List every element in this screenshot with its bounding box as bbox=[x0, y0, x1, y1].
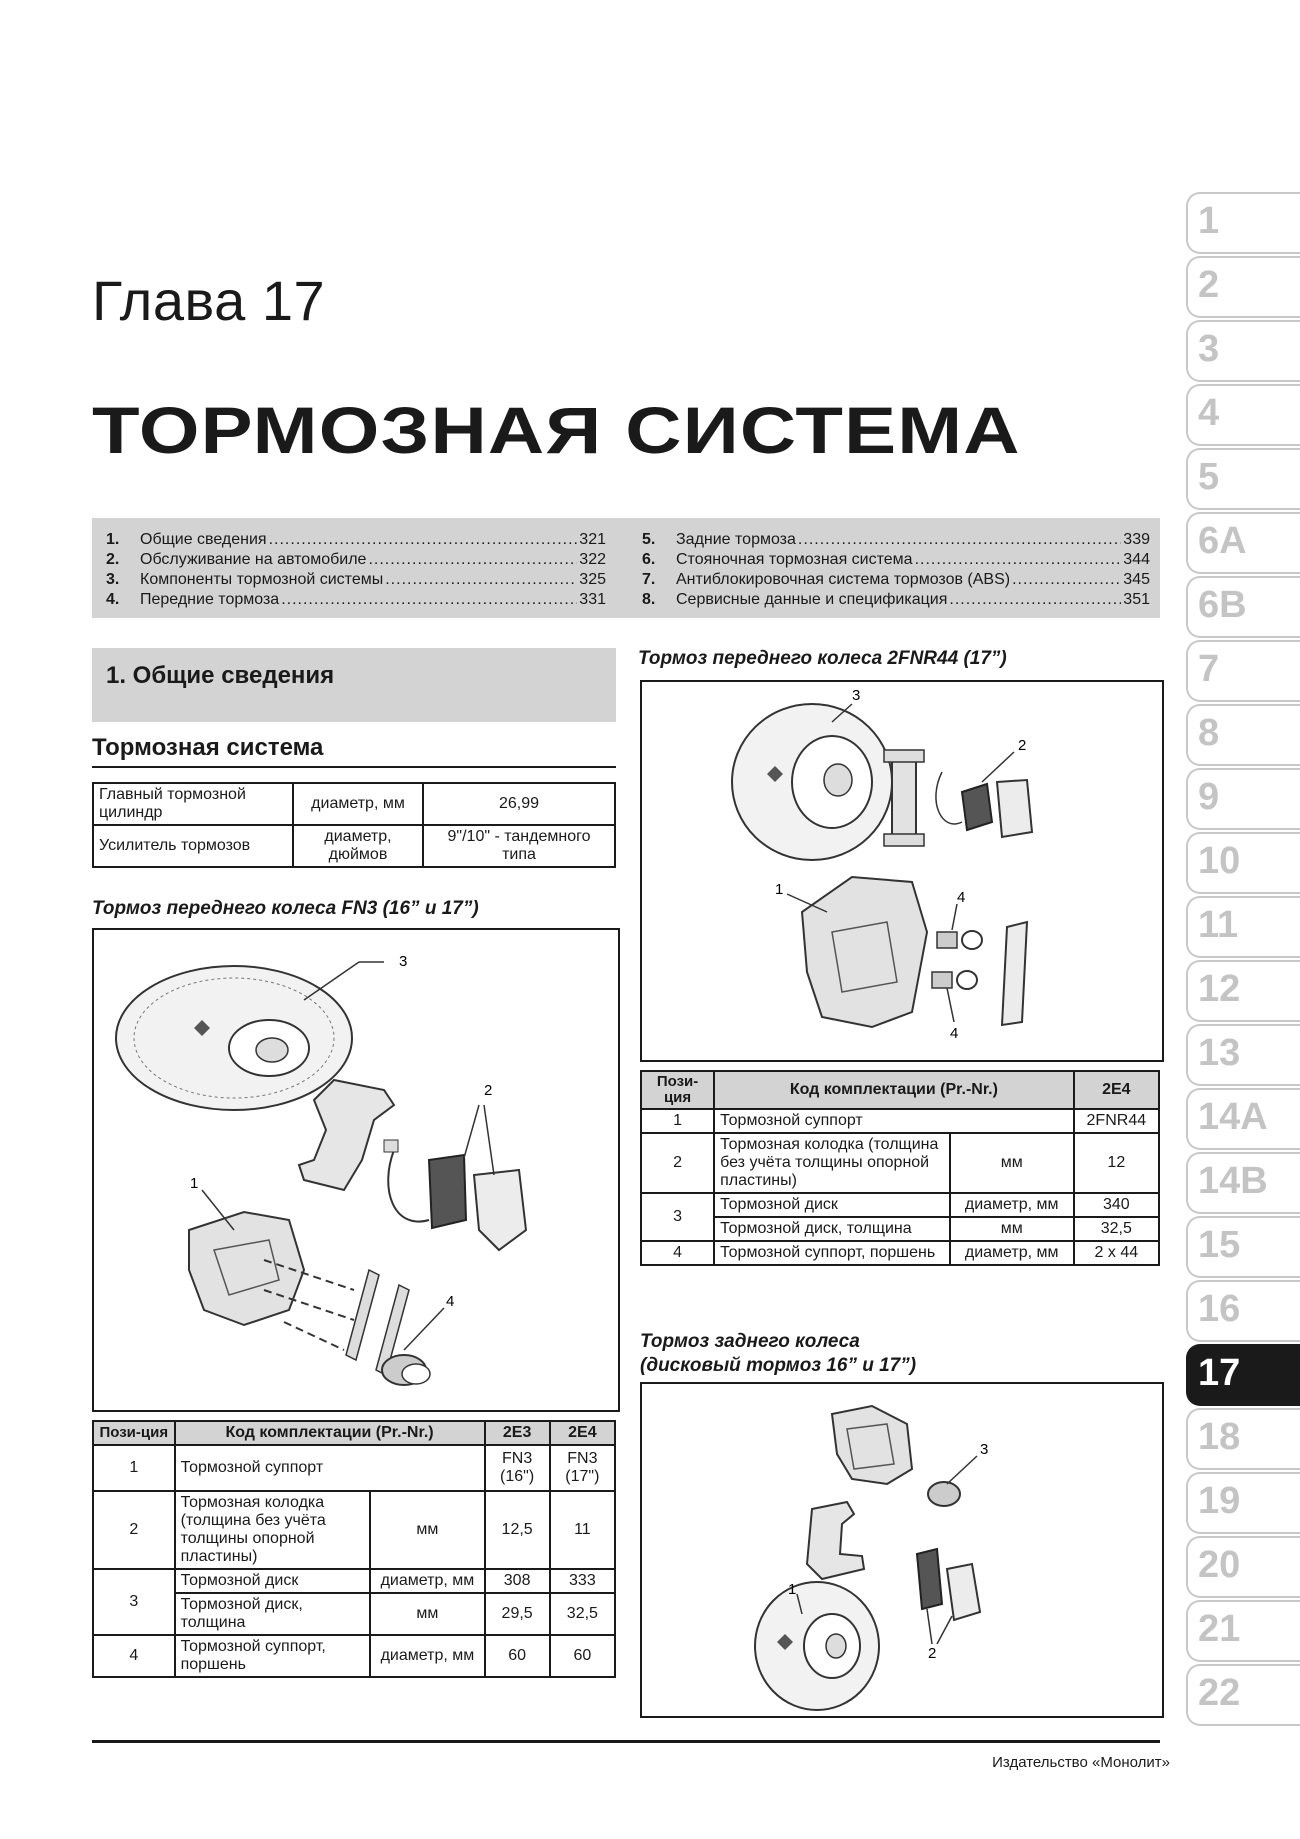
table-cell: 26,99 bbox=[423, 783, 615, 825]
toc-item[interactable] bbox=[106, 570, 606, 590]
table-cell: Тормозной суппорт bbox=[714, 1109, 1074, 1133]
chapter-tab-label: 8 bbox=[1198, 712, 1220, 754]
chapter-tab-12[interactable] bbox=[1186, 960, 1300, 1022]
table-cell: мм bbox=[370, 1593, 484, 1635]
chapter-tab-label: 1 bbox=[1198, 200, 1220, 242]
table-cell: диаметр, мм bbox=[370, 1635, 484, 1677]
fn3-spec-table bbox=[92, 1420, 616, 1678]
table-cell: 11 bbox=[550, 1491, 615, 1569]
chapter-tab-14b[interactable] bbox=[1186, 1152, 1300, 1214]
chapter-tab-label: 7 bbox=[1198, 648, 1220, 690]
chapter-tab-5[interactable] bbox=[1186, 448, 1300, 510]
chapter-tab-6b[interactable] bbox=[1186, 576, 1300, 638]
table-row bbox=[641, 1241, 1159, 1265]
toc-page: 331 bbox=[579, 591, 606, 608]
callout-label: 4 bbox=[957, 889, 966, 906]
callout-label: 2 bbox=[928, 1645, 937, 1662]
table-cell: 333 bbox=[550, 1569, 615, 1593]
chapter-tab-label: 15 bbox=[1198, 1224, 1241, 1266]
brake-system-heading: Тормозная система bbox=[92, 734, 324, 761]
table-cell: 3 bbox=[93, 1569, 175, 1635]
table-cell: 12 bbox=[1074, 1133, 1159, 1193]
heading-rule bbox=[92, 766, 616, 768]
chapter-tab-7[interactable] bbox=[1186, 640, 1300, 702]
toc-page: 321 bbox=[579, 531, 606, 548]
table-cell: 2 bbox=[641, 1133, 714, 1193]
chapter-tab-4[interactable] bbox=[1186, 384, 1300, 446]
table-cell: Тормозной диск, толщина bbox=[714, 1217, 950, 1241]
chapter-tab-21[interactable] bbox=[1186, 1600, 1300, 1662]
toc-item[interactable] bbox=[642, 570, 1150, 590]
chapter-tab-20[interactable] bbox=[1186, 1536, 1300, 1598]
table-cell: 60 bbox=[550, 1635, 615, 1677]
table-row bbox=[93, 1491, 615, 1569]
table-cell: 29,5 bbox=[485, 1593, 550, 1635]
table-row bbox=[641, 1193, 1159, 1217]
chapter-tab-3[interactable] bbox=[1186, 320, 1300, 382]
toc-text: Передние тормоза bbox=[140, 591, 280, 608]
section-title: 1. Общие сведения bbox=[106, 662, 335, 689]
table-cell: Тормозной суппорт bbox=[175, 1445, 485, 1491]
toc-num: 2. bbox=[106, 551, 120, 568]
header-2e3: 2E3 bbox=[485, 1421, 550, 1445]
toc-num: 4. bbox=[106, 591, 120, 608]
toc-text: Стояночная тормозная система bbox=[676, 551, 913, 568]
table-cell: 3 bbox=[641, 1193, 714, 1241]
table-cell: Тормозная колодка (толщина без учёта толщины опорной пластины) bbox=[714, 1133, 950, 1193]
chapter-tab-label: 20 bbox=[1198, 1544, 1241, 1586]
header-code: Код комплектации (Pr.-Nr.) bbox=[175, 1421, 485, 1445]
table-header-row bbox=[641, 1071, 1159, 1109]
chapter-tab-label: 6A bbox=[1198, 520, 1247, 562]
toc-item[interactable] bbox=[106, 550, 606, 570]
toc-text: Обслуживание на автомобиле bbox=[140, 551, 367, 568]
table-of-contents bbox=[92, 518, 1160, 618]
table-row bbox=[93, 1445, 615, 1491]
table-cell: диаметр, мм bbox=[293, 783, 423, 825]
table-cell: FN3 (17") bbox=[550, 1445, 615, 1491]
toc-num: 5. bbox=[642, 531, 656, 548]
toc-text: Сервисные данные и спецификация bbox=[676, 591, 948, 608]
callout-label: 1 bbox=[775, 881, 784, 898]
callout-label: 2 bbox=[1018, 737, 1027, 754]
callout-label: 1 bbox=[190, 1175, 199, 1192]
table-cell: мм bbox=[950, 1217, 1074, 1241]
chapter-tab-label: 5 bbox=[1198, 456, 1220, 498]
table-header-row bbox=[93, 1421, 615, 1445]
toc-page: 325 bbox=[579, 571, 606, 588]
callout-label: 3 bbox=[980, 1441, 989, 1458]
callout-label: 4 bbox=[446, 1293, 455, 1310]
toc-leader bbox=[368, 550, 577, 570]
toc-page: 345 bbox=[1123, 571, 1150, 588]
header-2e4: 2E4 bbox=[550, 1421, 615, 1445]
brake-2fnr44-illustration bbox=[642, 682, 1162, 1060]
chapter-tab-label: 17 bbox=[1198, 1352, 1241, 1394]
chapter-tab-19[interactable] bbox=[1186, 1472, 1300, 1534]
toc-leader bbox=[798, 530, 1121, 550]
chapter-tab-9[interactable] bbox=[1186, 768, 1300, 830]
chapter-label: Глава 17 bbox=[92, 269, 326, 332]
table-row bbox=[93, 1569, 615, 1593]
table-cell: Тормозная колодка (толщина без учёта толщины опорной пластины) bbox=[175, 1491, 371, 1569]
table-cell: Тормозной суппорт, поршень bbox=[175, 1635, 371, 1677]
chapter-tab-label: 4 bbox=[1198, 392, 1220, 434]
toc-page: 339 bbox=[1123, 531, 1150, 548]
2fnr44-spec-table bbox=[640, 1070, 1160, 1266]
toc-num: 3. bbox=[106, 571, 120, 588]
figure-2fnr44 bbox=[640, 680, 1164, 1062]
header-position: Пози-ция bbox=[641, 1071, 714, 1109]
toc-leader bbox=[915, 550, 1122, 570]
toc-item[interactable] bbox=[106, 530, 606, 550]
toc-num: 6. bbox=[642, 551, 656, 568]
table-cell: 2FNR44 bbox=[1074, 1109, 1159, 1133]
toc-num: 8. bbox=[642, 591, 656, 608]
toc-leader bbox=[385, 570, 577, 590]
table-row bbox=[641, 1217, 1159, 1241]
chapter-tab-11[interactable] bbox=[1186, 896, 1300, 958]
table-cell: 2 bbox=[93, 1491, 175, 1569]
table-cell: диаметр, дюймов bbox=[293, 825, 423, 867]
toc-item[interactable] bbox=[106, 590, 606, 610]
toc-text: Компоненты тормозной системы bbox=[140, 571, 384, 588]
caption-line: Тормоз заднего колеса bbox=[640, 1331, 860, 1352]
chapter-tab-label: 14A bbox=[1198, 1096, 1268, 1138]
figure-rear bbox=[640, 1382, 1164, 1718]
chapter-tab-label: 14B bbox=[1198, 1160, 1268, 1202]
toc-leader bbox=[949, 590, 1121, 610]
chapter-tab-label: 2 bbox=[1198, 264, 1220, 306]
callout-label: 1 bbox=[788, 1581, 797, 1598]
figure-caption-2fnr44: Тормоз переднего колеса 2FNR44 (17”) bbox=[638, 648, 1007, 669]
brake-rear-illustration bbox=[642, 1384, 1162, 1716]
table-row bbox=[641, 1133, 1159, 1193]
table-row bbox=[93, 825, 615, 867]
toc-text: Общие сведения bbox=[140, 531, 267, 548]
table-cell: Тормозной суппорт, поршень bbox=[714, 1241, 950, 1265]
figure-fn3 bbox=[92, 928, 620, 1412]
table-cell: диаметр, мм bbox=[950, 1241, 1074, 1265]
table-cell: Тормозной диск, толщина bbox=[175, 1593, 371, 1635]
table-row bbox=[641, 1109, 1159, 1133]
table-cell: 60 bbox=[485, 1635, 550, 1677]
section-heading-box bbox=[92, 648, 616, 722]
table-cell: Усилитель тормозов bbox=[93, 825, 293, 867]
table-cell: 9"/10" - тандемного типа bbox=[423, 825, 615, 867]
chapter-tab-label: 11 bbox=[1198, 904, 1239, 946]
toc-num: 1. bbox=[106, 531, 120, 548]
table-cell: 1 bbox=[93, 1445, 175, 1491]
table-cell: 1 bbox=[641, 1109, 714, 1133]
chapter-tab-label: 18 bbox=[1198, 1416, 1241, 1458]
table-cell: 12,5 bbox=[485, 1491, 550, 1569]
table-cell: 2 x 44 bbox=[1074, 1241, 1159, 1265]
table-row bbox=[93, 783, 615, 825]
chapter-tab-14a[interactable] bbox=[1186, 1088, 1300, 1150]
header-code: Код комплектации (Pr.-Nr.) bbox=[714, 1071, 1074, 1109]
table-cell: диаметр, мм bbox=[950, 1193, 1074, 1217]
toc-leader bbox=[269, 530, 578, 550]
chapter-tab-label: 6B bbox=[1198, 584, 1247, 626]
chapter-tab-2[interactable] bbox=[1186, 256, 1300, 318]
table-cell: 308 bbox=[485, 1569, 550, 1593]
chapter-tab-label: 12 bbox=[1198, 968, 1241, 1010]
toc-page: 344 bbox=[1123, 551, 1150, 568]
chapter-tab-16[interactable] bbox=[1186, 1280, 1300, 1342]
footer-rule bbox=[92, 1740, 1160, 1743]
chapter-title: ТОРМОЗНАЯ СИСТЕМА bbox=[92, 393, 1021, 467]
chapter-tab-22[interactable] bbox=[1186, 1664, 1300, 1726]
table-cell: 4 bbox=[641, 1241, 714, 1265]
table-cell: Тормозной диск bbox=[175, 1569, 371, 1593]
brake-system-table bbox=[92, 782, 616, 868]
chapter-tab-label: 21 bbox=[1198, 1608, 1241, 1650]
table-cell: мм bbox=[370, 1491, 484, 1569]
table-cell: 32,5 bbox=[550, 1593, 615, 1635]
callout-label: 3 bbox=[852, 687, 861, 704]
callout-label: 2 bbox=[484, 1082, 493, 1099]
table-row bbox=[93, 1635, 615, 1677]
toc-left-column bbox=[106, 530, 606, 610]
chapter-tab-label: 3 bbox=[1198, 328, 1220, 370]
table-cell: мм bbox=[950, 1133, 1074, 1193]
chapter-tab-label: 13 bbox=[1198, 1032, 1241, 1074]
chapter-tab-10[interactable] bbox=[1186, 832, 1300, 894]
table-cell: диаметр, мм bbox=[370, 1569, 484, 1593]
chapter-tab-18[interactable] bbox=[1186, 1408, 1300, 1470]
toc-num: 7. bbox=[642, 571, 656, 588]
caption-line: (дисковый тормоз 16” и 17”) bbox=[640, 1355, 917, 1376]
chapter-tab-13[interactable] bbox=[1186, 1024, 1300, 1086]
toc-text: Антиблокировочная система тормозов (ABS) bbox=[676, 571, 1011, 588]
toc-right-column bbox=[642, 530, 1150, 610]
chapter-tab-1[interactable] bbox=[1186, 192, 1300, 254]
table-cell: FN3 (16") bbox=[485, 1445, 550, 1491]
header-position: Пози-ция bbox=[93, 1421, 175, 1445]
toc-page: 322 bbox=[579, 551, 606, 568]
chapter-tab-label: 19 bbox=[1198, 1480, 1241, 1522]
chapter-tab-label: 16 bbox=[1198, 1288, 1241, 1330]
toc-text: Задние тормоза bbox=[676, 531, 796, 548]
figure-caption-rear bbox=[640, 1330, 916, 1378]
chapter-tab-15[interactable] bbox=[1186, 1216, 1300, 1278]
header-2e4: 2E4 bbox=[1074, 1071, 1159, 1109]
chapter-tab-label: 9 bbox=[1198, 776, 1220, 818]
toc-item[interactable] bbox=[642, 590, 1150, 610]
table-cell: 340 bbox=[1074, 1193, 1159, 1217]
table-cell: 32,5 bbox=[1074, 1217, 1159, 1241]
table-cell: 4 bbox=[93, 1635, 175, 1677]
callout-label: 4 bbox=[950, 1025, 959, 1042]
table-cell: Тормозной диск bbox=[714, 1193, 950, 1217]
publisher-credit: Издательство «Монолит» bbox=[992, 1754, 1170, 1771]
callout-label: 3 bbox=[399, 953, 408, 970]
toc-item[interactable] bbox=[642, 550, 1150, 570]
toc-item[interactable] bbox=[642, 530, 1150, 550]
chapter-tab-8[interactable] bbox=[1186, 704, 1300, 766]
toc-leader bbox=[281, 590, 577, 610]
toc-page: 351 bbox=[1123, 591, 1150, 608]
chapter-tab-6a[interactable] bbox=[1186, 512, 1300, 574]
chapter-tab-17[interactable] bbox=[1186, 1344, 1300, 1406]
chapter-tab-label: 10 bbox=[1198, 840, 1241, 882]
figure-caption-fn3: Тормоз переднего колеса FN3 (16” и 17”) bbox=[92, 898, 479, 919]
table-cell: Главный тормозной цилиндр bbox=[93, 783, 293, 825]
toc-leader bbox=[1012, 570, 1121, 590]
brake-fn3-illustration bbox=[94, 930, 618, 1410]
chapter-tab-label: 22 bbox=[1198, 1672, 1241, 1714]
